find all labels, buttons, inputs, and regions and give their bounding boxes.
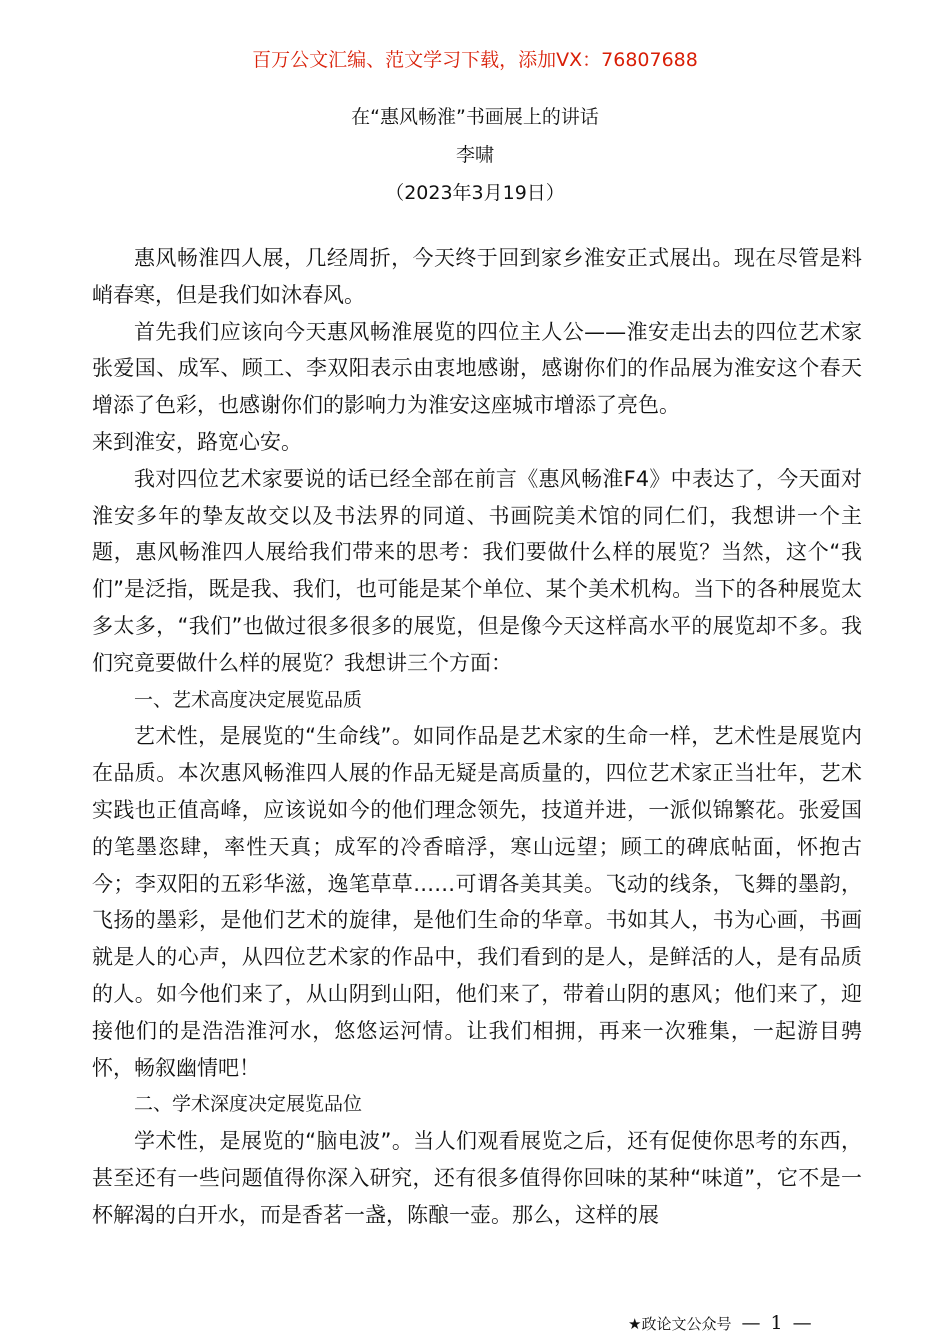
speech-author: 李啸: [455, 144, 494, 166]
speech-body: [92, 240, 862, 1234]
page-number: — 1 —: [741, 1312, 814, 1334]
speech-title: 在“惠风畅淮”书画展上的讲话: [351, 106, 599, 128]
page-footer: [628, 1312, 814, 1335]
paragraph: 来到淮安，路宽心安。: [92, 429, 302, 454]
footer-source: ★政论文公众号: [628, 1315, 732, 1333]
promo-header: 百万公文汇编、范文学习下载，添加VX：76807688: [252, 49, 698, 71]
speech-date: （2023年3月19日）: [385, 182, 565, 204]
title-block: [0, 98, 950, 212]
paragraph: 首先我们应该向今天惠风畅淮展览的四位主人公——淮安走出去的四位艺术家张爱国、成军、顾工、李双阳表示由衷地感谢，感谢你们的作品展为淮安这个春天增添了色彩，也感谢你们的影响力为淮安这座城市增添了亮色。: [92, 319, 862, 418]
paragraph: 学术性，是展览的“脑电波”。当人们观看展览之后，还有促使你思考的东西，甚至还有一些问题值得你深入研究，还有很多值得你回味的某种“味道”，它不是一杯解渴的白开水，而是香茗一盏，陈酿一壶。那么，这样的展: [92, 1129, 862, 1227]
paragraph: 艺术性，是展览的“生命线”。如同作品是艺术家的生命一样，艺术性是展览内在品质。本次惠风畅淮四人展的作品无疑是高质量的，四位艺术家正当壮年，艺术实践也正值高峰，应该说如今的他们理念领先，技道并进，一派似锦繁花。张爱国的笔墨恣肆，率性天真；成军的冷香暗浮，寒山远望；顾工的碑底帖面，怀抱古今；李双阳的五彩华滋，逸笔草草……可谓各美其美。飞动的线条，飞舞的墨韵，飞扬的墨彩，是他们艺术的旋律，是他们生命的华章。书如其人，书为心画，书画就是人的心声，从四位艺术家的作品中，我们看到的是人，是鲜活的人，是有品质的人。如今他们来了，从山阴到山阳，他们来了，带着山阴的惠风；他们来了，迎接他们的是浩浩淮河水，悠悠运河情。让我们相拥，再来一次雅集，一起游目骋怀，畅叙幽情吧！: [92, 724, 862, 1080]
paragraph: 惠风畅淮四人展，几经周折，今天终于回到家乡淮安正式展出。现在尽管是料峭春寒，但是我们如沐春风。: [92, 246, 862, 307]
section-heading: 一、艺术高度决定展览品质: [134, 688, 363, 711]
section-heading: 二、学术深度决定展览品位: [134, 1093, 363, 1116]
paragraph: 我对四位艺术家要说的话已经全部在前言《惠风畅淮F4》中表达了，今天面对淮安多年的挚友故交以及书法界的同道、书画院美术馆的同仁们，我想讲一个主题，惠风畅淮四人展给我们带来的思考：我们要做什么样的展览？当然，这个“我们”是泛指，既是我、我们，也可能是某个单位、某个美术机构。当下的各种展览太多太多，“我们”也做过很多很多的展览，但是像今天这样高水平的展览却不多。我们究竟要做什么样的展览？我想讲三个方面：: [92, 466, 862, 675]
